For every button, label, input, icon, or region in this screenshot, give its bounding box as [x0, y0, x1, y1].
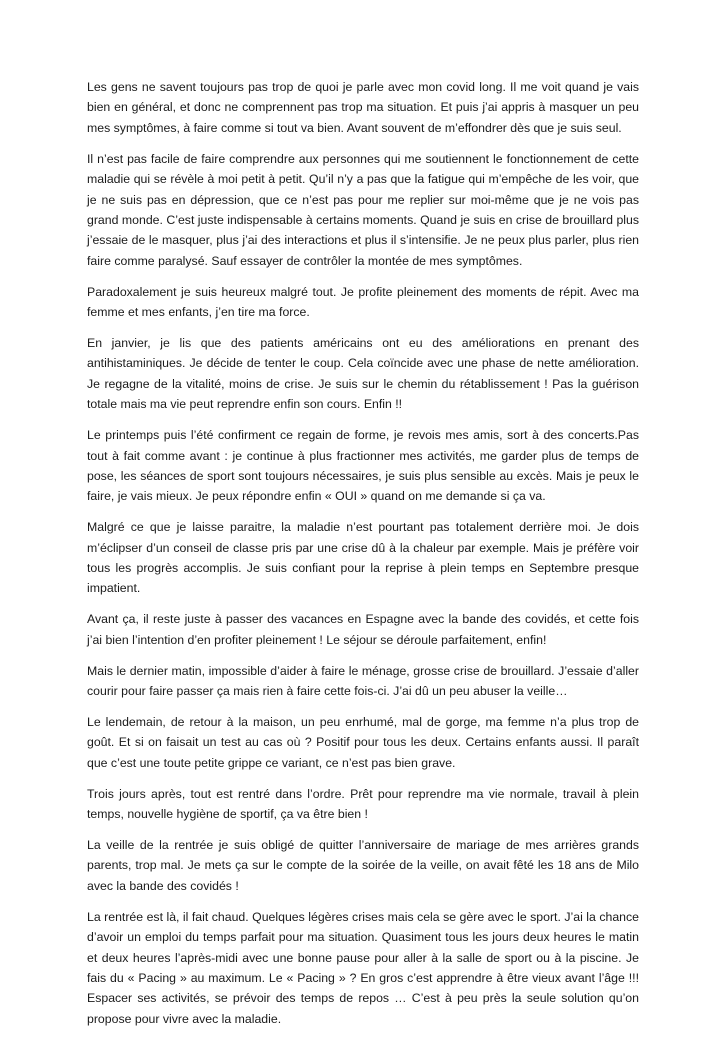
paragraph: Le lendemain, de retour à la maison, un peu enrhumé, mal de gorge, ma femme n’a plus trop de goût. Et si on faisait un test au cas où ? Positif pour tous les deux. Certains enfants aussi. Il paraît que c’est une toute petite grippe ce variant, ce n’est pas bien grave.	[87, 714, 639, 770]
paragraph: En janvier, je lis que des patients américains ont eu des améliorations en prenant des antihistaminiques. Je décide de tenter le coup. Cela coïncide avec une phase de nette amélioration. Je regagne de la vitalité, moins de crise. Je suis sur le chemin du rétablissement ! Pas la guérison totale mais ma vie peut reprendre enfin son cours. Enfin !!	[87, 335, 639, 412]
paragraph: Le printemps puis l’été confirment ce regain de forme, je revois mes amis, sort à des concerts.Pas tout à fait comme avant : je continue à plus fractionner mes activités, me garder plus de temps de pose, les séances de sport sont toujours nécessaires, je suis plus sensible au excès. Mais je peux le faire, je vais mieux. Je peux répondre enfin « OUI » quand on me demande si ça va.	[87, 428, 639, 504]
paragraph: Malgré ce que je laisse paraitre, la maladie n’est pourtant pas totalement derrière moi. Je dois m’éclipser d’un conseil de classe pris par une crise dû à la chaleur par exemple. Mais je préfère voir tous les progrès accomplis. Je suis confiant pour la reprise à plein temps en Septembre presque impatient.	[87, 520, 639, 596]
paragraph: La rentrée est là, il fait chaud. Quelques légères crises mais cela se gère avec le sport. J’ai la chance d’avoir un emploi du temps parfait pour ma situation. Quasiment tous les jours deux heures le matin et deux heures l’après-midi avec une bonne pause pour aller à la salle de sport ou à la piscine. Je fais du « Pacing » au maximum. Le « Pacing » ? En gros c’est apprendre à être vieux avant l’âge !!! Espacer ses activités, se prévoir des temps de repos … C’est à peu près la seule solution qu’on propose pour vivre avec la maladie.	[87, 909, 639, 1026]
paragraph: Il n’est pas facile de faire comprendre aux personnes qui me soutiennent le fonctionnement de cette maladie qui se révèle à moi petit à petit. Qu’il n’y a pas que la fatigue qui m’empêche de les voir, que je ne suis pas en dépression, que ce n’est pas pour me replier sur moi-même que je ne vois pas grand monde. C’est juste indispensable à certains moments. Quand je suis en crise de brouillard plus j’essaie de le masquer, plus j’ai des interactions et plus il s’intensifie. Je ne peux plus parler, plus rien faire comme paralysé. Sauf essayer de contrôler la montée de mes symptômes.	[87, 151, 639, 268]
paragraph: Trois jours après, tout est rentré dans l’ordre. Prêt pour reprendre ma vie normale, travail à plein temps, nouvelle hygiène de sportif, ça va être bien !	[87, 786, 639, 822]
paragraph: Mais le dernier matin, impossible d’aider à faire le ménage, grosse crise de brouillard. J’essaie d’aller courir pour faire passer ça mais rien à faire cette fois-ci. J’ai dû un peu abuser la veille…	[87, 663, 639, 699]
paragraph: Paradoxalement je suis heureux malgré tout. Je profite pleinement des moments de répit. Avec ma femme et mes enfants, j’en tire ma force.	[87, 284, 639, 320]
document-page	[87, 77, 639, 1040]
paragraph: Avant ça, il reste juste à passer des vacances en Espagne avec la bande des covidés, et cette fois j’ai bien l’intention d’en profiter pleinement ! Le séjour se déroule parfaitement, enfin!	[87, 612, 639, 647]
paragraph: La veille de la rentrée je suis obligé de quitter l’anniversaire de mariage de mes arrières grands parents, trop mal. Je mets ça sur le compte de la soirée de la veille, on avait fêté les 18 ans de Milo avec la bande des covidés !	[87, 838, 639, 893]
paragraph: Les gens ne savent toujours pas trop de quoi je parle avec mon covid long. Il me voit quand je vais bien en général, et donc ne comprennent pas trop ma situation. Et puis j’ai appris à masquer un peu mes symptômes, à faire comme si tout va bien. Avant souvent de m’effondrer dès que je suis seul.	[87, 80, 639, 135]
